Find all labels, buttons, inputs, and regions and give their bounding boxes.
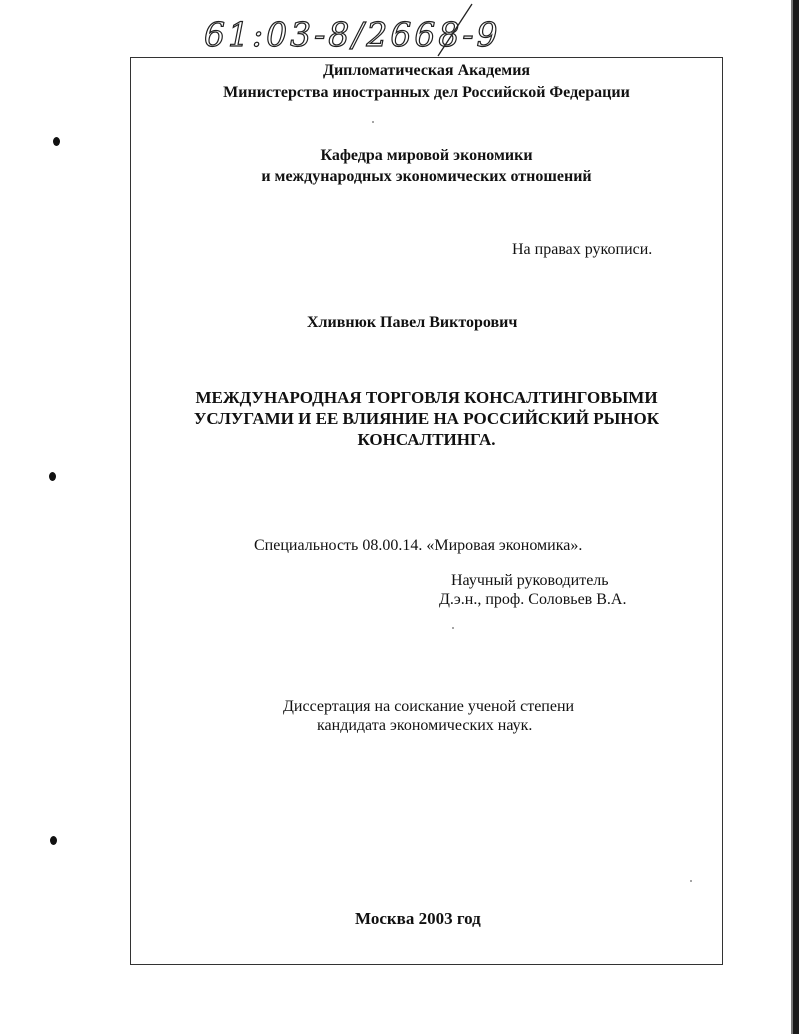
dissertation-line-2: кандидата экономических наук. — [317, 717, 533, 734]
archive-number-text: 61:03-8/2668-9 — [204, 15, 501, 54]
scan-edge — [793, 0, 799, 1034]
dissertation-line-1: Диссертация на соискание ученой степени — [283, 698, 575, 715]
department-line-1: Кафедра мировой экономики — [320, 147, 533, 164]
thesis-title-line-2: УСЛУГАМИ И ЕЕ ВЛИЯНИЕ НА РОССИЙСКИЙ РЫНОК — [193, 409, 660, 428]
supervisor-label: Научный руководитель — [451, 572, 609, 589]
supervisor-name: Д.э.н., проф. Соловьев В.А. — [439, 591, 627, 608]
author-name: Хливнюк Павел Викторович — [307, 314, 518, 331]
archive-number-handwritten — [200, 2, 600, 58]
academy-name: Дипломатическая Академия — [322, 62, 531, 79]
punch-hole-mark — [49, 472, 56, 481]
thesis-title-line-1: МЕЖДУНАРОДНАЯ ТОРГОВЛЯ КОНСАЛТИНГОВЫМИ — [195, 388, 658, 407]
place-year: Москва 2003 год — [355, 909, 481, 928]
thesis-title-line-3: КОНСАЛТИНГА. — [357, 430, 496, 449]
page-frame — [130, 57, 723, 965]
punch-hole-mark — [50, 836, 57, 845]
manuscript-rights: На правах рукописи. — [512, 241, 653, 258]
department-line-2: и международных экономических отношений — [261, 168, 592, 185]
punch-hole-mark — [53, 137, 60, 146]
ministry-name: Министерства иностранных дел Российской Федерации — [223, 84, 630, 101]
specialty: Специальность 08.00.14. «Мировая экономика». — [254, 537, 583, 554]
archive-number-graphic — [200, 2, 600, 58]
